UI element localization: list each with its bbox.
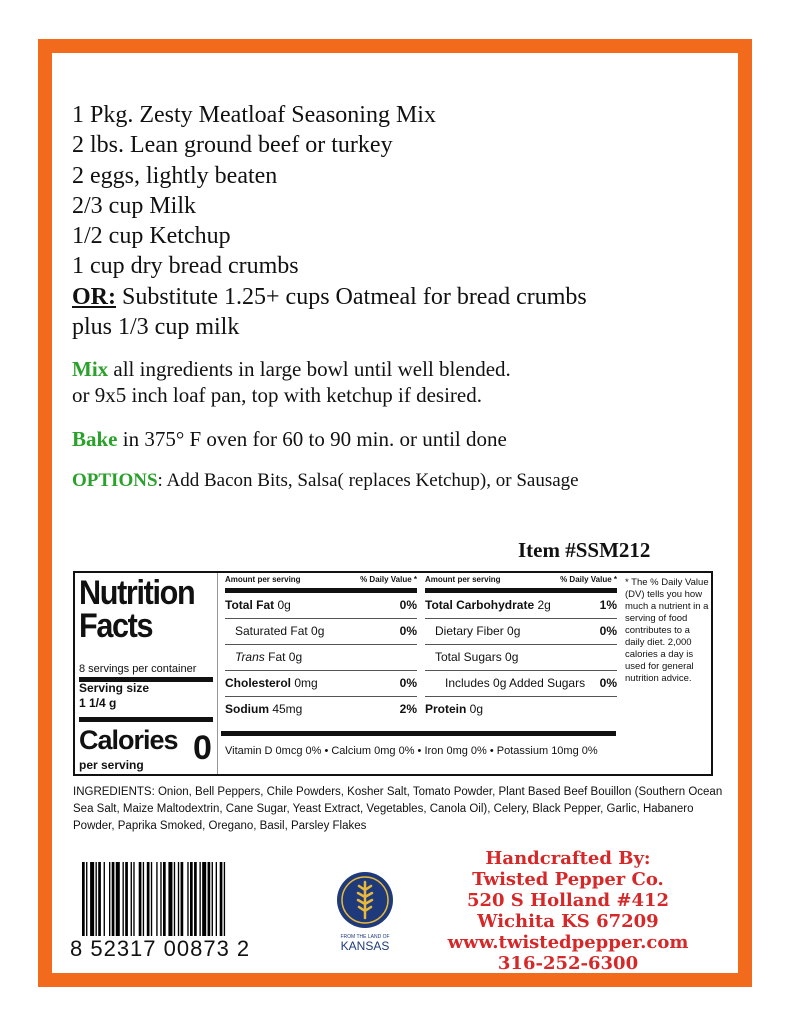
nutrient-row [425, 697, 617, 722]
address-line: Wichita KS 67209 [477, 911, 659, 932]
bake-instruction [72, 426, 507, 452]
nutrient-row [425, 645, 617, 671]
barcode-bar [109, 862, 110, 942]
options-instruction [72, 468, 579, 494]
barcode-bar [208, 862, 211, 942]
maker-address [408, 848, 728, 974]
nutrient-amount: 0mg [291, 676, 318, 690]
per-serving-label: per serving [79, 758, 144, 772]
nutrient-row [225, 619, 417, 645]
or-text: Substitute 1.25+ cups Oatmeal for bread crumbs [116, 283, 587, 310]
barcode-bar [125, 862, 128, 942]
serving-size [79, 681, 149, 711]
barcode-bar [98, 862, 101, 942]
barcode-bar [220, 862, 223, 942]
barcode-number: 8 52317 00873 2 [70, 936, 251, 961]
barcode-bar [133, 862, 134, 942]
nutrient-pct: 0% [399, 676, 417, 690]
nutrient-amount: 0g [466, 702, 484, 716]
barcode-bar [143, 862, 144, 942]
nutrition-title-line2: Facts [79, 607, 153, 645]
calories-label: Calories [79, 725, 178, 755]
options-label: OPTIONS [72, 470, 158, 491]
nutrient-pct: 0% [399, 624, 417, 638]
ingredient-line: 1 Pkg. Zesty Meatloaf Seasoning Mix [72, 102, 436, 128]
barcode-bar [163, 862, 166, 942]
barcode-bar [147, 862, 150, 942]
nutrient-name: Trans [235, 650, 265, 664]
nutrition-middle-column [225, 575, 417, 722]
barcode-bar [202, 862, 206, 942]
bake-label: Bake [72, 427, 118, 451]
mix-instruction [72, 356, 511, 408]
nutrient-row [425, 671, 617, 697]
barcode-bar [194, 862, 197, 942]
nutrient-pct: 0% [599, 624, 617, 638]
nutrient-row [425, 593, 617, 619]
address-line: Handcrafted By: [485, 848, 651, 869]
address-line: Twisted Pepper Co. [472, 869, 664, 890]
mix-text: all ingredients in large bowl until well blended. [108, 357, 511, 381]
nutrient-name: Total Fat [225, 598, 275, 612]
barcode-bar [187, 862, 188, 942]
ingredients-statement: INGREDIENTS: Onion, Bell Peppers, Chile Powders, Kosher Salt, Tomato Powder, Plant Based Beef Bouillon (Southern Ocean Sea Salt, Maize Maltodextrin, Cane Sugar, Yeast Extract, Vegetables, Canola Oil), Celery, Black Pepper, Garlic, Habanero Powder, Paprika Smoked, Oregano, Basil, Parsley Flakes [73, 786, 723, 832]
kansas-logo [325, 868, 405, 958]
column-header-right: % Daily Value * [360, 575, 417, 584]
nutrition-facts-panel [73, 571, 713, 776]
nutrient-name: Dietary Fiber 0g [435, 624, 521, 638]
column-header-left: Amount per serving [425, 575, 501, 584]
barcode-bar [212, 862, 213, 942]
nutrient-row [225, 593, 417, 619]
nutrition-vertical-divider [217, 573, 218, 774]
nutrient-pct: 0% [399, 598, 417, 612]
ingredient-line: 2/3 cup Milk [72, 192, 196, 219]
address-line: 316-252-6300 [497, 953, 639, 974]
or-label: OR: [72, 283, 116, 310]
address-line: 520 S Holland #412 [466, 890, 670, 911]
vitamins-line: Vitamin D 0mcg 0% • Calcium 0mg 0% • Iron 0mg 0% • Potassium 10mg 0% [225, 745, 598, 757]
barcode-bar [104, 862, 105, 942]
item-number: Item #SSM212 [518, 538, 651, 562]
serving-size-value: 1 1/4 g [79, 696, 117, 710]
ingredients-list [72, 100, 587, 342]
or-line [72, 282, 587, 312]
nutrient-pct: 2% [399, 702, 417, 716]
nutrition-title-line1: Nutrition [79, 574, 195, 612]
barcode-bar [116, 862, 120, 942]
serving-size-label: Serving size [79, 681, 150, 695]
nutrient-name: Total Sugars 0g [435, 650, 519, 664]
nutrition-divider [79, 717, 213, 722]
nutrition-right-column [425, 575, 617, 722]
nutrient-name: Cholesterol [225, 676, 292, 690]
barcode-bar [151, 862, 152, 942]
nutrition-left-column [79, 574, 217, 772]
barcode-bar [96, 862, 97, 942]
nutrient-row [225, 671, 417, 697]
barcode-bar [199, 862, 200, 942]
barcode-bar [216, 862, 217, 942]
nutrient-row [425, 619, 617, 645]
ingredient-line: 2 lbs. Lean ground beef or turkey [72, 132, 393, 159]
nutrient-name: Includes 0g Added Sugars [445, 676, 586, 690]
barcode-bar [190, 862, 193, 942]
address-line: www.twistedpepper.com [447, 932, 689, 953]
barcode-bar [139, 862, 142, 942]
barcode-bar [123, 862, 124, 942]
barcode-bar [112, 862, 115, 942]
barcode-bar [181, 862, 184, 942]
mix-text-2: or 9x5 inch loaf pan, top with ketchup if desired. [72, 383, 482, 407]
nutrient-pct: 1% [599, 598, 617, 612]
calories-value: 0 [193, 729, 212, 767]
kansas-logo-big-text: KANSAS [340, 939, 390, 953]
nutrient-amount: 2g [534, 598, 551, 612]
barcode-bar [174, 862, 175, 942]
ingredient-line: 2 eggs, lightly beaten [72, 162, 278, 189]
nutrient-name: Sodium [225, 702, 269, 716]
column-header-right: % Daily Value * [560, 575, 617, 584]
nutrient-name: Protein [425, 702, 467, 716]
nutrient-amount: 0g [274, 598, 291, 612]
nutrient-name: Total Carbohydrate [425, 598, 535, 612]
nutrient-amount: 45mg [269, 702, 303, 716]
nutrient-pct: 0% [599, 676, 617, 690]
barcode-bar [178, 862, 179, 942]
options-text: : Add Bacon Bits, Salsa( replaces Ketchup), or Sausage [157, 470, 579, 491]
barcode-bar [131, 862, 132, 942]
nutrition-divider [221, 731, 616, 736]
nutrition-title [79, 574, 223, 645]
kansas-logo-small-text: FROM THE LAND OF [340, 934, 390, 940]
nutrient-name: Saturated Fat 0g [235, 624, 325, 638]
barcode-bar [160, 862, 161, 942]
mix-label: Mix [72, 357, 109, 381]
column-header-left: Amount per serving [225, 575, 301, 584]
barcode-bar [168, 862, 172, 942]
column-header [225, 575, 417, 593]
servings-per-container: 8 servings per container [79, 663, 197, 675]
bake-text: in 375° F oven for 60 to 90 min. or until done [117, 427, 507, 451]
nutrient-amount: Fat 0g [264, 650, 303, 664]
ingredient-line: 1/2 cup Ketchup [72, 223, 231, 250]
column-header [425, 575, 617, 593]
nutrient-row [225, 697, 417, 722]
ingredient-line: 1 cup dry bread crumbs [72, 253, 299, 280]
nutrient-row [225, 645, 417, 671]
daily-value-footnote: * The % Daily Value (DV) tells you how much a nutrient in a serving of food contributes to a daily diet. 2,000 calories a day is used for general nutrition advice. [625, 577, 709, 684]
or-line-2: plus 1/3 cup milk [72, 314, 240, 341]
barcode-bar [90, 862, 94, 942]
